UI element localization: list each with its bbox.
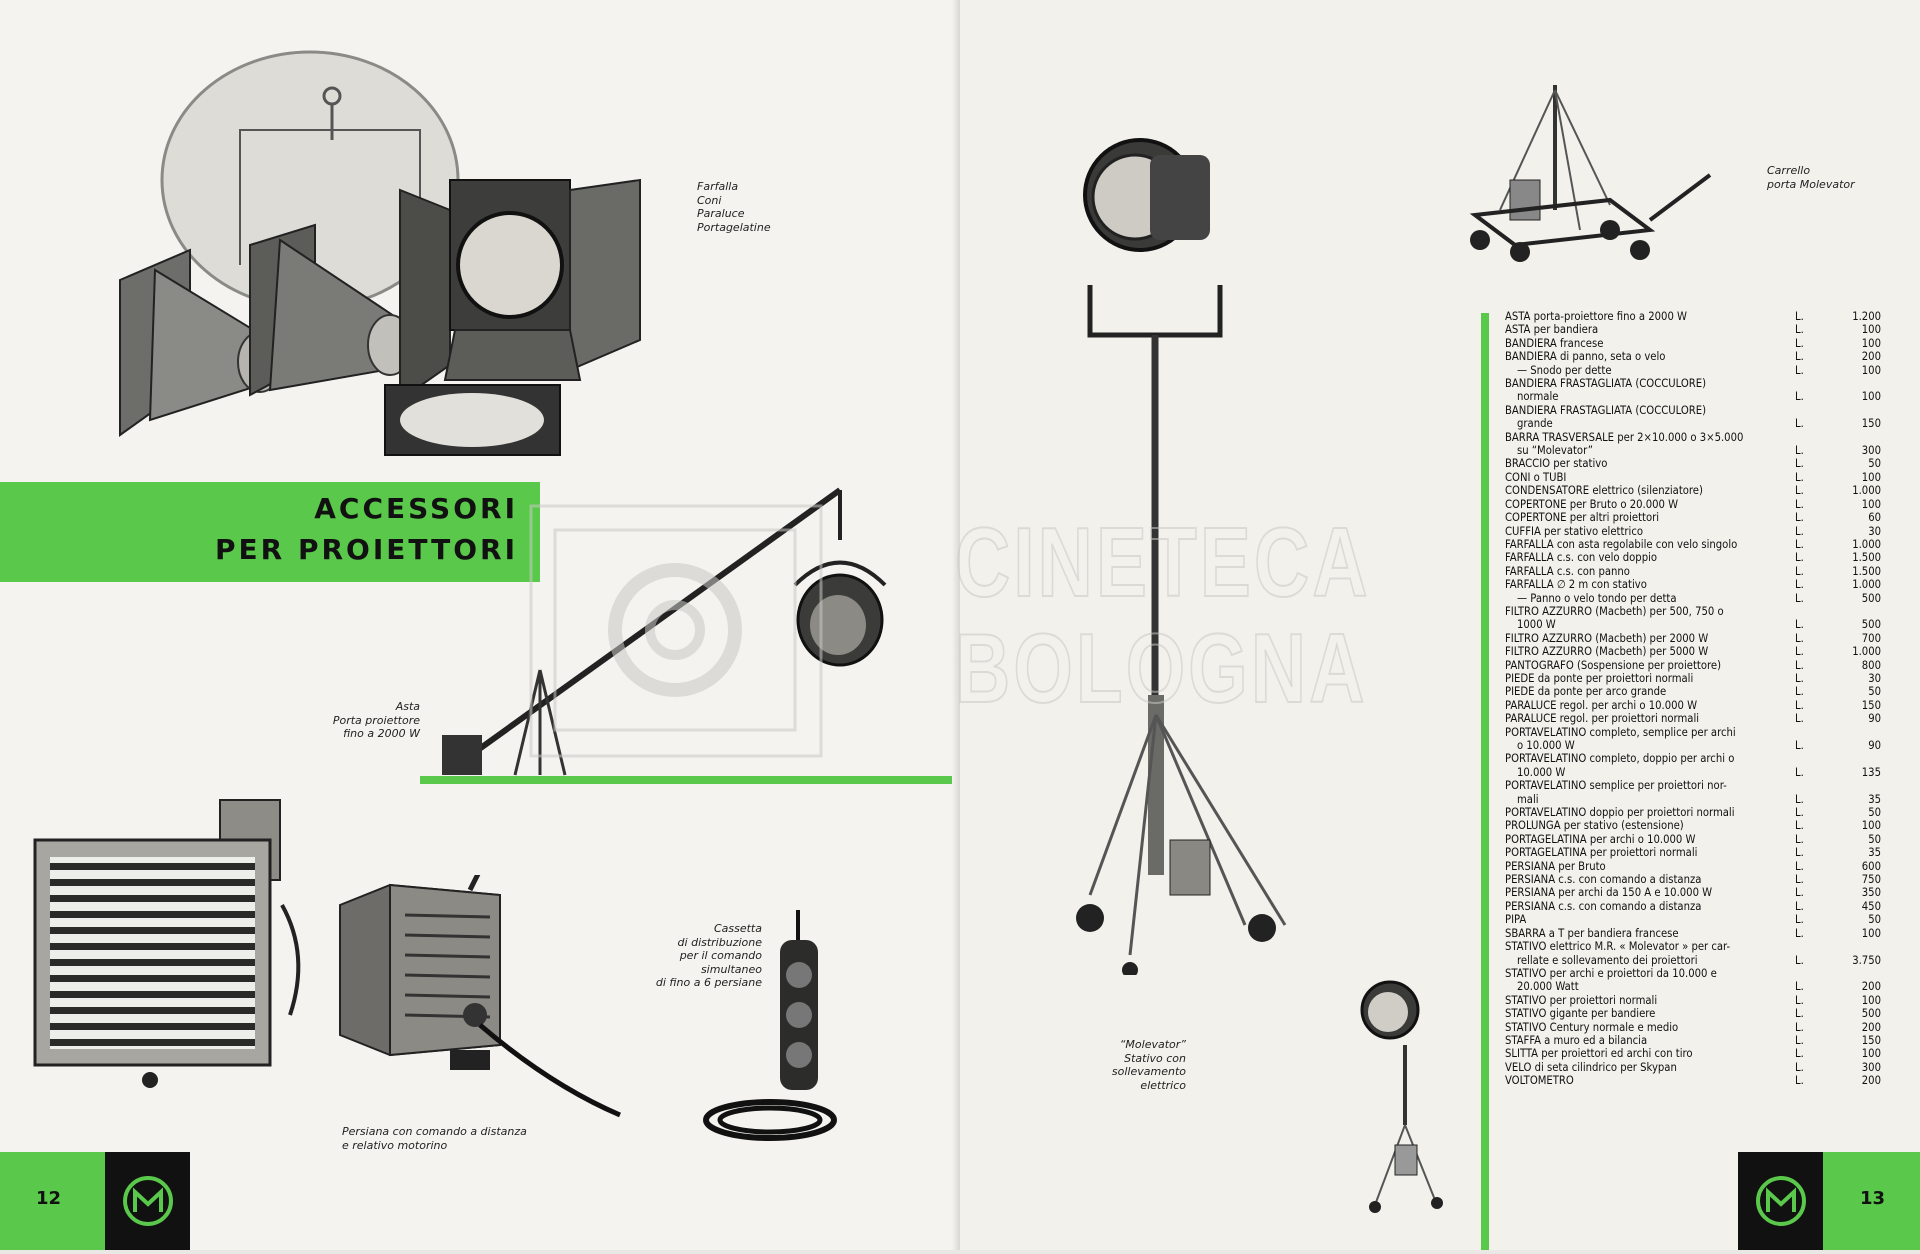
price-item-desc xyxy=(1505,498,1795,511)
price-item-subline: normale xyxy=(1517,390,1559,404)
price-amount: 1.500 xyxy=(1852,551,1881,565)
price-item-desc xyxy=(1505,551,1795,564)
price-row xyxy=(1505,498,1881,511)
price-item-subline: 1000 W xyxy=(1517,618,1556,632)
price-amount: 90 xyxy=(1868,739,1881,752)
price-currency: L. xyxy=(1795,323,1804,337)
price-currency: L. xyxy=(1795,658,1804,672)
price-item-desc xyxy=(1505,886,1795,899)
mr-logo-icon xyxy=(1738,1152,1823,1250)
price-item-desc xyxy=(1505,940,1795,967)
price-row xyxy=(1505,457,1881,470)
price-item-desc xyxy=(1505,592,1795,605)
price-row xyxy=(1505,819,1881,832)
price-amount: 30 xyxy=(1868,671,1881,685)
price-row xyxy=(1505,377,1881,404)
price-item-name: PORTAGELATINA per proiettori normali xyxy=(1505,846,1698,860)
price-currency: L. xyxy=(1795,739,1804,752)
price-row xyxy=(1505,806,1881,819)
price-row xyxy=(1505,431,1881,458)
price-item-desc xyxy=(1505,538,1795,551)
price-row xyxy=(1505,565,1881,578)
price-currency: L. xyxy=(1795,899,1804,913)
price-item-desc xyxy=(1505,578,1795,591)
small-projector-photo xyxy=(1355,975,1455,1215)
price-item-desc xyxy=(1505,525,1795,538)
price-currency: L. xyxy=(1795,926,1804,940)
price-row xyxy=(1505,913,1881,926)
price-currency: L. xyxy=(1795,1007,1804,1021)
price-item-desc xyxy=(1505,364,1795,377)
price-amount: 100 xyxy=(1861,819,1881,833)
price-amount: 135 xyxy=(1861,765,1881,779)
price-currency: L. xyxy=(1795,993,1804,1007)
price-item-name: PERSIANA per Bruto xyxy=(1505,859,1606,873)
price-currency: L. xyxy=(1795,631,1804,645)
price-row xyxy=(1505,578,1881,591)
price-amount: 50 xyxy=(1868,832,1881,846)
price-currency: L. xyxy=(1795,444,1804,458)
price-item-name: BRACCIO per stativo xyxy=(1505,457,1608,471)
price-item-desc xyxy=(1505,1034,1795,1047)
price-item-name: PROLUNGA per stativo (estensione) xyxy=(1505,819,1684,833)
carrello-photo xyxy=(1460,80,1720,270)
price-currency: L. xyxy=(1795,1074,1804,1088)
price-item-name: FILTRO AZZURRO (Macbeth) per 500, 750 o xyxy=(1505,604,1724,618)
price-item-name: COPERTONE per altri proiettori xyxy=(1505,511,1660,525)
price-currency: L. xyxy=(1795,511,1804,525)
price-row xyxy=(1505,967,1881,994)
price-row xyxy=(1505,659,1881,672)
page-number-right: 13 xyxy=(1860,1188,1886,1209)
price-item-desc xyxy=(1505,632,1795,645)
price-item-name: PIEDE da ponte per arco grande xyxy=(1505,685,1667,699)
price-item-desc xyxy=(1505,484,1795,497)
price-amount: 500 xyxy=(1861,618,1881,632)
price-row xyxy=(1505,900,1881,913)
price-currency: L. xyxy=(1795,537,1804,551)
price-amount: 450 xyxy=(1861,899,1881,913)
price-item-desc xyxy=(1505,404,1795,431)
price-row xyxy=(1505,860,1881,873)
mr-logo-icon xyxy=(105,1152,190,1250)
price-amount: 150 xyxy=(1861,1033,1881,1047)
price-row xyxy=(1505,323,1881,336)
price-item-desc xyxy=(1505,779,1795,806)
price-item-name: BARRA TRASVERSALE per 2×10.000 o 3×5.000 xyxy=(1505,430,1744,444)
price-item-desc xyxy=(1505,927,1795,940)
price-item-desc xyxy=(1505,819,1795,832)
price-currency: L. xyxy=(1795,886,1804,900)
price-item-desc xyxy=(1505,873,1795,886)
price-item-desc xyxy=(1505,712,1795,725)
price-item-name: PORTAVELATINO completo, semplice per archi xyxy=(1505,725,1736,739)
price-currency: L. xyxy=(1795,1060,1804,1074)
price-currency: L. xyxy=(1795,1047,1804,1061)
price-currency: L. xyxy=(1795,551,1804,565)
price-item-desc xyxy=(1505,994,1795,1007)
price-row xyxy=(1505,484,1881,497)
price-item-desc xyxy=(1505,1061,1795,1074)
page-title-line2: PER PROIETTORI xyxy=(214,533,518,566)
price-currency: L. xyxy=(1795,591,1804,605)
price-currency: L. xyxy=(1795,1020,1804,1034)
price-item-name: STATIVO gigante per bandiere xyxy=(1505,1007,1656,1021)
price-currency: L. xyxy=(1795,497,1804,511)
price-amount: 600 xyxy=(1861,859,1881,873)
caption-asta: Asta Porta proiettore fino a 2000 W xyxy=(332,700,420,740)
price-currency: L. xyxy=(1795,564,1804,578)
price-amount: 100 xyxy=(1861,926,1881,940)
price-row xyxy=(1505,779,1881,806)
price-amount: 1.000 xyxy=(1852,645,1881,659)
price-item-name: PIEDE da ponte per proiettori normali xyxy=(1505,671,1694,685)
page-number-left: 12 xyxy=(36,1188,62,1209)
price-item-name: COPERTONE per Bruto o 20.000 W xyxy=(1505,497,1679,511)
price-currency: L. xyxy=(1795,712,1804,726)
price-row xyxy=(1505,632,1881,645)
price-currency: L. xyxy=(1795,310,1804,323)
price-item-desc xyxy=(1505,471,1795,484)
price-item-desc xyxy=(1505,659,1795,672)
price-item-name: STATIVO Century normale e medio xyxy=(1505,1020,1679,1034)
price-currency: L. xyxy=(1795,859,1804,873)
price-row xyxy=(1505,605,1881,632)
price-item-name: PORTAVELATINO doppio per proiettori normali xyxy=(1505,806,1735,820)
price-amount: 200 xyxy=(1861,1074,1881,1088)
price-item-name: PORTAVELATINO completo, doppio per archi o xyxy=(1505,752,1735,766)
price-currency: L. xyxy=(1795,336,1804,350)
price-item-name: PARALUCE regol. per proiettori normali xyxy=(1505,712,1700,726)
price-item-name: BANDIERA di panno, seta o velo xyxy=(1505,350,1666,364)
watermark-film-icon xyxy=(525,500,825,760)
price-row xyxy=(1505,833,1881,846)
price-row xyxy=(1505,525,1881,538)
price-item-desc xyxy=(1505,900,1795,913)
price-item-desc xyxy=(1505,337,1795,350)
price-item-desc xyxy=(1505,1021,1795,1034)
price-row xyxy=(1505,337,1881,350)
price-amount: 35 xyxy=(1868,792,1881,806)
price-item-name: FARFALLA ∅ 2 m con stativo xyxy=(1505,578,1647,592)
price-amount: 100 xyxy=(1861,323,1881,337)
price-row xyxy=(1505,1074,1881,1087)
price-amount: 100 xyxy=(1861,497,1881,511)
price-item-name: FILTRO AZZURRO (Macbeth) per 5000 W xyxy=(1505,645,1709,659)
price-row xyxy=(1505,726,1881,753)
price-item-desc xyxy=(1505,699,1795,712)
price-item-name: STAFFA a muro ed a bilancia xyxy=(1505,1033,1648,1047)
price-item-desc xyxy=(1505,806,1795,819)
price-currency: L. xyxy=(1795,417,1804,431)
price-item-desc xyxy=(1505,752,1795,779)
price-amount: 50 xyxy=(1868,913,1881,927)
price-currency: L. xyxy=(1795,524,1804,538)
price-currency: L. xyxy=(1795,913,1804,927)
caption-molevator: “Molevator” Stativo con sollevamento elettrico xyxy=(1111,1038,1186,1092)
price-item-name: BANDIERA francese xyxy=(1505,336,1604,350)
price-row xyxy=(1505,1034,1881,1047)
price-amount: 100 xyxy=(1861,993,1881,1007)
price-item-subline: 20.000 Watt xyxy=(1517,980,1579,994)
price-amount: 50 xyxy=(1868,806,1881,820)
price-amount: 100 xyxy=(1861,363,1881,377)
price-row xyxy=(1505,645,1881,658)
price-item-subline: rellate e sollevamento dei proiettori xyxy=(1517,953,1698,967)
price-row xyxy=(1505,310,1881,323)
price-amount: 1.200 xyxy=(1852,310,1881,323)
price-amount: 100 xyxy=(1861,390,1881,404)
price-amount: 500 xyxy=(1861,1007,1881,1021)
price-currency: L. xyxy=(1795,698,1804,712)
price-item-name: PORTAGELATINA per archi o 10.000 W xyxy=(1505,832,1696,846)
price-amount: 200 xyxy=(1861,350,1881,364)
price-row xyxy=(1505,404,1881,431)
price-row xyxy=(1505,350,1881,363)
price-currency: L. xyxy=(1795,363,1804,377)
price-item-desc xyxy=(1505,913,1795,926)
price-currency: L. xyxy=(1795,618,1804,632)
price-row xyxy=(1505,1061,1881,1074)
price-item-subline: grande xyxy=(1517,417,1553,431)
price-row xyxy=(1505,940,1881,967)
price-currency: L. xyxy=(1795,846,1804,860)
price-amount: 100 xyxy=(1861,1047,1881,1061)
price-item-name: PERSIANA c.s. con comando a distanza xyxy=(1505,899,1702,913)
caption-cassetta: Cassetta di distribuzione per il comando simultaneo di fino a 6 persiane xyxy=(655,922,762,989)
price-item-name: BANDIERA FRASTAGLIATA (COCCULORE) xyxy=(1505,377,1707,391)
price-row xyxy=(1505,538,1881,551)
price-currency: L. xyxy=(1795,645,1804,659)
price-currency: L. xyxy=(1795,792,1804,806)
price-row xyxy=(1505,752,1881,779)
price-row xyxy=(1505,471,1881,484)
price-amount: 1.000 xyxy=(1852,578,1881,592)
price-list-rule xyxy=(1481,313,1489,1250)
watermark-line1: CINETECA xyxy=(955,507,1371,617)
price-row xyxy=(1505,364,1881,377)
caption-persiana: Persiana con comando a distanza e relativo motorino xyxy=(342,1125,527,1152)
logo-box-left xyxy=(105,1152,190,1250)
watermark-line2: BOLOGNA xyxy=(955,613,1368,723)
price-item-name: PERSIANA c.s. con comando a distanza xyxy=(1505,873,1702,887)
price-row xyxy=(1505,551,1881,564)
price-row xyxy=(1505,511,1881,524)
price-row xyxy=(1505,1007,1881,1020)
price-item-desc xyxy=(1505,310,1795,323)
price-item-name: FARFALLA c.s. con velo doppio xyxy=(1505,551,1658,565)
price-item-desc xyxy=(1505,511,1795,524)
price-item-desc xyxy=(1505,1007,1795,1020)
price-item-subline: o 10.000 W xyxy=(1517,739,1575,752)
price-item-name: ASTA per bandiera xyxy=(1505,323,1599,337)
price-item-name: STATIVO elettrico M.R. « Molevator » per car- xyxy=(1505,940,1731,954)
price-amount: 35 xyxy=(1868,846,1881,860)
price-item-name: FARFALLA con asta regolabile con velo singolo xyxy=(1505,537,1738,551)
price-item-name: CUFFIA per stativo elettrico xyxy=(1505,524,1644,538)
price-row xyxy=(1505,712,1881,725)
price-amount: 200 xyxy=(1861,1020,1881,1034)
price-item-subline: mali xyxy=(1517,792,1539,806)
price-currency: L. xyxy=(1795,832,1804,846)
price-item-desc xyxy=(1505,726,1795,753)
price-currency: L. xyxy=(1795,390,1804,404)
price-item-name: PARALUCE regol. per archi o 10.000 W xyxy=(1505,698,1698,712)
price-amount: 100 xyxy=(1861,470,1881,484)
price-currency: L. xyxy=(1795,457,1804,471)
price-item-desc xyxy=(1505,685,1795,698)
accessories-photo xyxy=(110,40,670,460)
price-item-name: CONDENSATORE elettrico (silenziatore) xyxy=(1505,484,1703,498)
price-amount: 50 xyxy=(1868,685,1881,699)
price-item-name: — Snodo per dette xyxy=(1517,363,1612,377)
motor-photo xyxy=(330,875,630,1125)
price-item-desc xyxy=(1505,967,1795,994)
price-item-name: ASTA porta-proiettore fino a 2000 W xyxy=(1505,310,1688,323)
price-item-subline: 10.000 W xyxy=(1517,765,1566,779)
price-item-name: CONI o TUBI xyxy=(1505,470,1567,484)
price-item-desc xyxy=(1505,672,1795,685)
logo-box-right xyxy=(1738,1152,1823,1250)
price-item-desc xyxy=(1505,1047,1795,1060)
price-amount: 800 xyxy=(1861,658,1881,672)
price-row xyxy=(1505,592,1881,605)
price-currency: L. xyxy=(1795,806,1804,820)
price-item-subline: su “Molevator” xyxy=(1517,444,1593,458)
price-item-name: VELO di seta cilindrico per Skypan xyxy=(1505,1060,1677,1074)
price-row xyxy=(1505,1021,1881,1034)
price-item-desc xyxy=(1505,645,1795,658)
price-list xyxy=(1505,310,1881,1088)
price-row xyxy=(1505,886,1881,899)
price-item-desc xyxy=(1505,457,1795,470)
price-amount: 300 xyxy=(1861,1060,1881,1074)
price-currency: L. xyxy=(1795,873,1804,887)
price-item-desc xyxy=(1505,323,1795,336)
price-amount: 500 xyxy=(1861,591,1881,605)
price-currency: L. xyxy=(1795,1033,1804,1047)
price-item-desc xyxy=(1505,1074,1795,1087)
price-currency: L. xyxy=(1795,470,1804,484)
price-row xyxy=(1505,672,1881,685)
price-currency: L. xyxy=(1795,671,1804,685)
price-amount: 100 xyxy=(1861,336,1881,350)
price-row xyxy=(1505,873,1881,886)
price-amount: 700 xyxy=(1861,631,1881,645)
price-amount: 50 xyxy=(1868,457,1881,471)
price-item-desc xyxy=(1505,377,1795,404)
price-amount: 200 xyxy=(1861,980,1881,994)
price-amount: 60 xyxy=(1868,511,1881,525)
price-amount: 1.000 xyxy=(1852,484,1881,498)
price-amount: 30 xyxy=(1868,524,1881,538)
price-item-name: — Panno o velo tondo per detta xyxy=(1517,591,1677,605)
cassetta-photo xyxy=(700,905,860,1145)
price-row xyxy=(1505,699,1881,712)
price-currency: L. xyxy=(1795,980,1804,994)
price-amount: 3.750 xyxy=(1852,953,1881,967)
price-currency: L. xyxy=(1795,765,1804,779)
price-item-desc xyxy=(1505,431,1795,458)
price-currency: L. xyxy=(1795,953,1804,967)
price-amount: 350 xyxy=(1861,886,1881,900)
price-amount: 750 xyxy=(1861,873,1881,887)
price-item-name: PERSIANA per archi da 150 A e 10.000 W xyxy=(1505,886,1713,900)
caption-carrello: Carrello porta Molevator xyxy=(1767,164,1855,191)
price-row xyxy=(1505,846,1881,859)
price-item-name: SBARRA a T per bandiera francese xyxy=(1505,926,1679,940)
price-item-name: VOLTOMETRO xyxy=(1505,1074,1574,1088)
price-amount: 1.000 xyxy=(1852,537,1881,551)
persiana-photo xyxy=(20,795,320,1095)
price-item-name: PANTOGRAFO (Sospensione per proiettore) xyxy=(1505,658,1722,672)
page-title-line1: ACCESSORI xyxy=(314,492,518,525)
price-item-name: SLITTA per proiettori ed archi con tiro xyxy=(1505,1047,1693,1061)
price-amount: 90 xyxy=(1868,712,1881,726)
price-amount: 1.500 xyxy=(1852,564,1881,578)
price-currency: L. xyxy=(1795,685,1804,699)
caption-farfalla: Farfalla Coni Paraluce Portagelatine xyxy=(697,180,771,234)
price-item-desc xyxy=(1505,833,1795,846)
price-row xyxy=(1505,927,1881,940)
price-row xyxy=(1505,685,1881,698)
price-currency: L. xyxy=(1795,350,1804,364)
price-item-name: FILTRO AZZURRO (Macbeth) per 2000 W xyxy=(1505,631,1709,645)
price-row xyxy=(1505,994,1881,1007)
price-item-name: PIPA xyxy=(1505,913,1527,927)
price-item-desc xyxy=(1505,605,1795,632)
price-item-desc xyxy=(1505,565,1795,578)
price-currency: L. xyxy=(1795,578,1804,592)
price-row xyxy=(1505,1047,1881,1060)
asta-ground-line xyxy=(420,776,960,784)
price-item-name: STATIVO per archi e proiettori da 10.000 e xyxy=(1505,966,1717,980)
price-item-name: BANDIERA FRASTAGLIATA (COCCULORE) xyxy=(1505,403,1707,417)
price-currency: L. xyxy=(1795,484,1804,498)
price-amount: 150 xyxy=(1861,698,1881,712)
watermark xyxy=(525,500,1425,760)
price-currency: L. xyxy=(1795,819,1804,833)
price-item-name: STATIVO per proiettori normali xyxy=(1505,993,1658,1007)
price-amount: 150 xyxy=(1861,417,1881,431)
price-item-desc xyxy=(1505,846,1795,859)
price-item-name: FARFALLA c.s. con panno xyxy=(1505,564,1630,578)
price-amount: 300 xyxy=(1861,444,1881,458)
price-item-desc xyxy=(1505,860,1795,873)
price-item-desc xyxy=(1505,350,1795,363)
price-item-name: PORTAVELATINO semplice per proiettori nor- xyxy=(1505,779,1727,793)
